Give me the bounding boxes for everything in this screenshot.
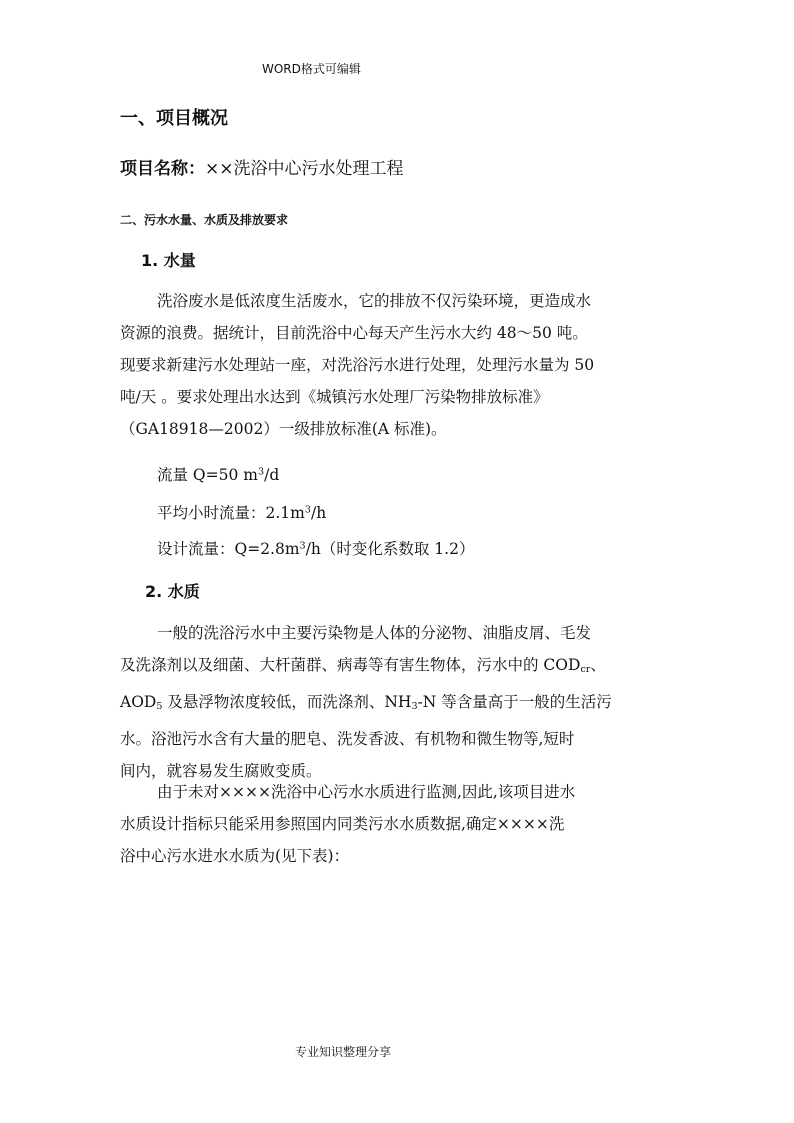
text-line: 洗浴废水是低浓度生活废水，它的排放不仅污染环境，更造成水	[157, 292, 592, 310]
average-flow-text: 平均小时流量：2.1m	[157, 504, 305, 522]
page-header: WORD格式可编辑	[262, 62, 361, 76]
text-line: 现要求新建污水处理站一座，对洗浴污水进行处理，处理污水量为 50	[120, 356, 595, 374]
text-line: 间内，就容易发生腐败变质。	[120, 761, 322, 780]
heading-water-quantity: 1. 水量	[141, 251, 196, 270]
text-line: 吨/天 。要求处理出水达到《城镇污水处理厂污染物排放标准》	[120, 388, 549, 406]
text-line: （GA18918—2002）一级排放标准(A 标准)。	[120, 420, 447, 438]
design-flow-unit: /h（时变化系数取 1.2）	[305, 540, 475, 558]
average-flow-sup: 3	[304, 504, 311, 516]
text-segment: 及悬浮物浓度较低，而洗涤剂、NH	[162, 692, 412, 711]
text-segment: AOD	[120, 692, 157, 711]
design-flow-text: 设计流量：Q=2.8m	[157, 540, 300, 558]
design-flow-sup: 3	[299, 540, 306, 552]
page-footer: 专业知识整理分享	[295, 1045, 392, 1059]
flow-rate-line	[157, 463, 279, 485]
flow-rate-unit: /d	[264, 466, 280, 484]
aod-subscript: 5	[156, 700, 163, 712]
text-segment: 、	[590, 656, 606, 674]
design-flow-line	[157, 537, 474, 559]
flow-rate-sup: 3	[257, 466, 265, 478]
section-title-requirements: 二、污水水量、水质及排放要求	[120, 213, 289, 227]
paragraph-influent-quality	[120, 776, 695, 872]
nh3-subscript: 3	[411, 700, 418, 712]
text-line: 浴中心污水进水水质为(见下表)：	[120, 847, 350, 865]
text-line: 水。浴池污水含有大量的肥皂、洗发香波、有机物和微生物等,短时	[120, 729, 575, 748]
text-line	[120, 686, 695, 723]
text-segment: -N 等含量高于一般的生活污	[417, 692, 612, 711]
text-line: 由于未对××××洗浴中心污水水质进行监测,因此,该项目进水	[157, 783, 576, 801]
project-name-value: ××洗浴中心污水处理工程	[205, 159, 404, 179]
project-name	[120, 154, 404, 179]
text-segment: 及洗涤剂以及细菌、大杆菌群、病毒等有害生物体，污水中的 COD	[120, 656, 581, 674]
average-hourly-flow-line	[157, 501, 326, 523]
flow-rate-text: 流量 Q=50 m	[157, 466, 258, 484]
project-name-label: 项目名称：	[120, 159, 205, 179]
paragraph-water-quantity	[120, 285, 695, 445]
heading-water-quality: 2. 水质	[145, 582, 200, 601]
average-flow-unit: /h	[310, 504, 327, 522]
section-title-overview: 一、项目概况	[120, 108, 228, 129]
paragraph-water-quality	[120, 617, 695, 787]
text-line	[120, 649, 695, 686]
cod-subscript: cr	[580, 663, 591, 675]
text-line: 资源的浪费。据统计，目前洗浴中心每天产生污水大约 48～50 吨。	[120, 324, 588, 342]
text-line: 一般的洗浴污水中主要污染物是人体的分泌物、油脂皮屑、毛发	[157, 624, 592, 642]
text-line: 水质设计指标只能采用参照国内同类污水水质数据,确定××××洗	[120, 815, 565, 833]
